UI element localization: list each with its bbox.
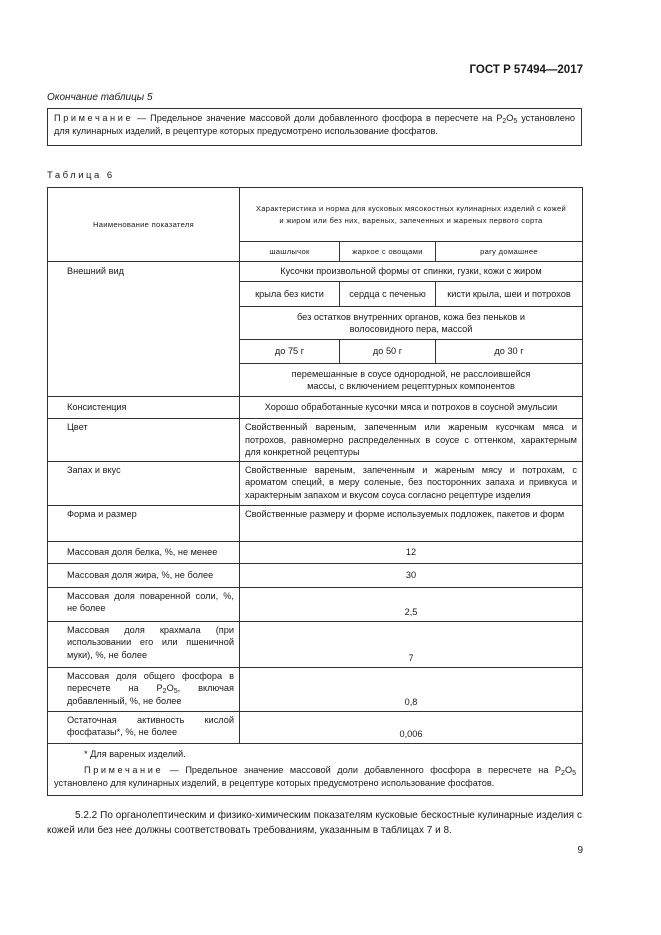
row-name-consistency: Консистенция <box>48 397 240 419</box>
row-value-phosphorus: 0,8 <box>240 667 583 711</box>
column-header-characteristics: Характеристика и норма для кусковых мясокостных кулинарных изделий с кожей и жиром или без них, вареных, запеченных и жареных первого сорта <box>240 188 583 242</box>
table5-note-box <box>47 108 582 146</box>
row-value-color: Свойственный вареным, запеченным или жареным кусочкам мяса и потрохов, равномерно распределенных в соусе с оттенком, характерным для конкретной рецептуры <box>240 419 583 462</box>
table5-continuation-caption: Окончание таблицы 5 <box>47 92 153 103</box>
standard-number: ГОСТ Р 57494—2017 <box>469 64 583 76</box>
appearance-mass-ragu: до 30 г <box>436 340 583 364</box>
row-name-appearance: Внешний вид <box>48 262 240 397</box>
paragraph-5-2-2: 5.2.2 По органолептическим и физико-химическим показателям кусковые бескостные кулинарные изделия с кожей или без нее должны соответствовать требованиям, указанным в таблицах 7 и 8. <box>47 810 582 836</box>
row-name-color: Цвет <box>48 419 240 462</box>
subheader-shashlychok: шашлычок <box>240 242 340 262</box>
appearance-part-zharkoe: сердца с печенью <box>340 282 436 307</box>
row-value-protein: 12 <box>240 541 583 563</box>
row-value-salt: 2,5 <box>240 587 583 621</box>
appearance-line5: перемешанные в соусе однородной, не расслоившейся массы, с включением рецептурных компонентов <box>240 364 583 397</box>
row-value-consistency: Хорошо обработанные кусочки мяса и потрохов в соусной эмульсии <box>240 397 583 419</box>
footnote: * Для вареных изделий. <box>84 748 186 759</box>
note-label: Примечание <box>84 765 164 775</box>
row-value-fat: 30 <box>240 563 583 587</box>
page-number: 9 <box>577 845 583 856</box>
row-name-protein: Массовая доля белка, %, не менее <box>48 541 240 563</box>
row-name-shape-size: Форма и размер <box>48 505 240 541</box>
appearance-line3: без остатков внутренних органов, кожа без пеньков и волосовидного пера, массой <box>240 307 583 340</box>
appearance-mass-zharkoe: до 50 г <box>340 340 436 364</box>
row-name-fat: Массовая доля жира, %, не более <box>48 563 240 587</box>
appearance-mass-shashlychok: до 75 г <box>240 340 340 364</box>
subheader-ragu: рагу домашнее <box>436 242 583 262</box>
appearance-part-ragu: кисти крыла, шеи и потрохов <box>436 282 583 307</box>
note-label: Примечание <box>54 113 134 123</box>
row-value-shape-size: Свойственные размеру и форме используемых подложек, пакетов и форм <box>240 505 583 541</box>
row-value-starch: 7 <box>240 621 583 667</box>
row-value-acid-phosphatase: 0,006 <box>240 711 583 743</box>
subheader-zharkoe: жаркое с овощами <box>340 242 436 262</box>
row-name-smell-taste: Запах и вкус <box>48 461 240 505</box>
appearance-line1: Кусочки произвольной формы от спинки, гузки, кожи с жиром <box>240 262 583 282</box>
row-name-starch: Массовая доля крахмала (при использовании его или пшеничной муки), %, не более <box>48 621 240 667</box>
table6-footer <box>48 743 583 796</box>
column-header-indicator: Наименование показателя <box>48 188 240 262</box>
row-name-acid-phosphatase: Остаточная активность кислой фосфатазы*, %, не более <box>48 711 240 743</box>
table6-caption: Таблица 6 <box>47 170 115 181</box>
row-name-salt: Массовая доля поваренной соли, %, не более <box>48 587 240 621</box>
row-name-phosphorus: Массовая доля общего фосфора в пересчете на $P_2O_5$, включая добавленный, %, не более <box>48 667 240 711</box>
appearance-part-shashlychok: крыла без кисти <box>240 282 340 307</box>
table5-note: Примечание — Предельное значение массовой доли добавленного фосфора в пересчете на $P_2O_5$ установлено для кулинарных изделий, в рецептуре которых предусмотрено использование фосфатов. <box>54 113 575 136</box>
table6 <box>47 187 583 796</box>
row-value-smell-taste: Свойственные вареным, запеченным и жареным мясу и потрохам, с ароматом специй, в меру соленые, без посторонних запаха и привкуса и характерным запахом и вкусом соуса согласно рецептуре изделия <box>240 461 583 505</box>
table6-note: Примечание — Предельное значение массовой доли добавленного фосфора в пересчете на $P_2O_5$ установлено для кулинарных изделий, в рецептуре которых предусмотрено использование фосфатов. <box>54 765 576 788</box>
